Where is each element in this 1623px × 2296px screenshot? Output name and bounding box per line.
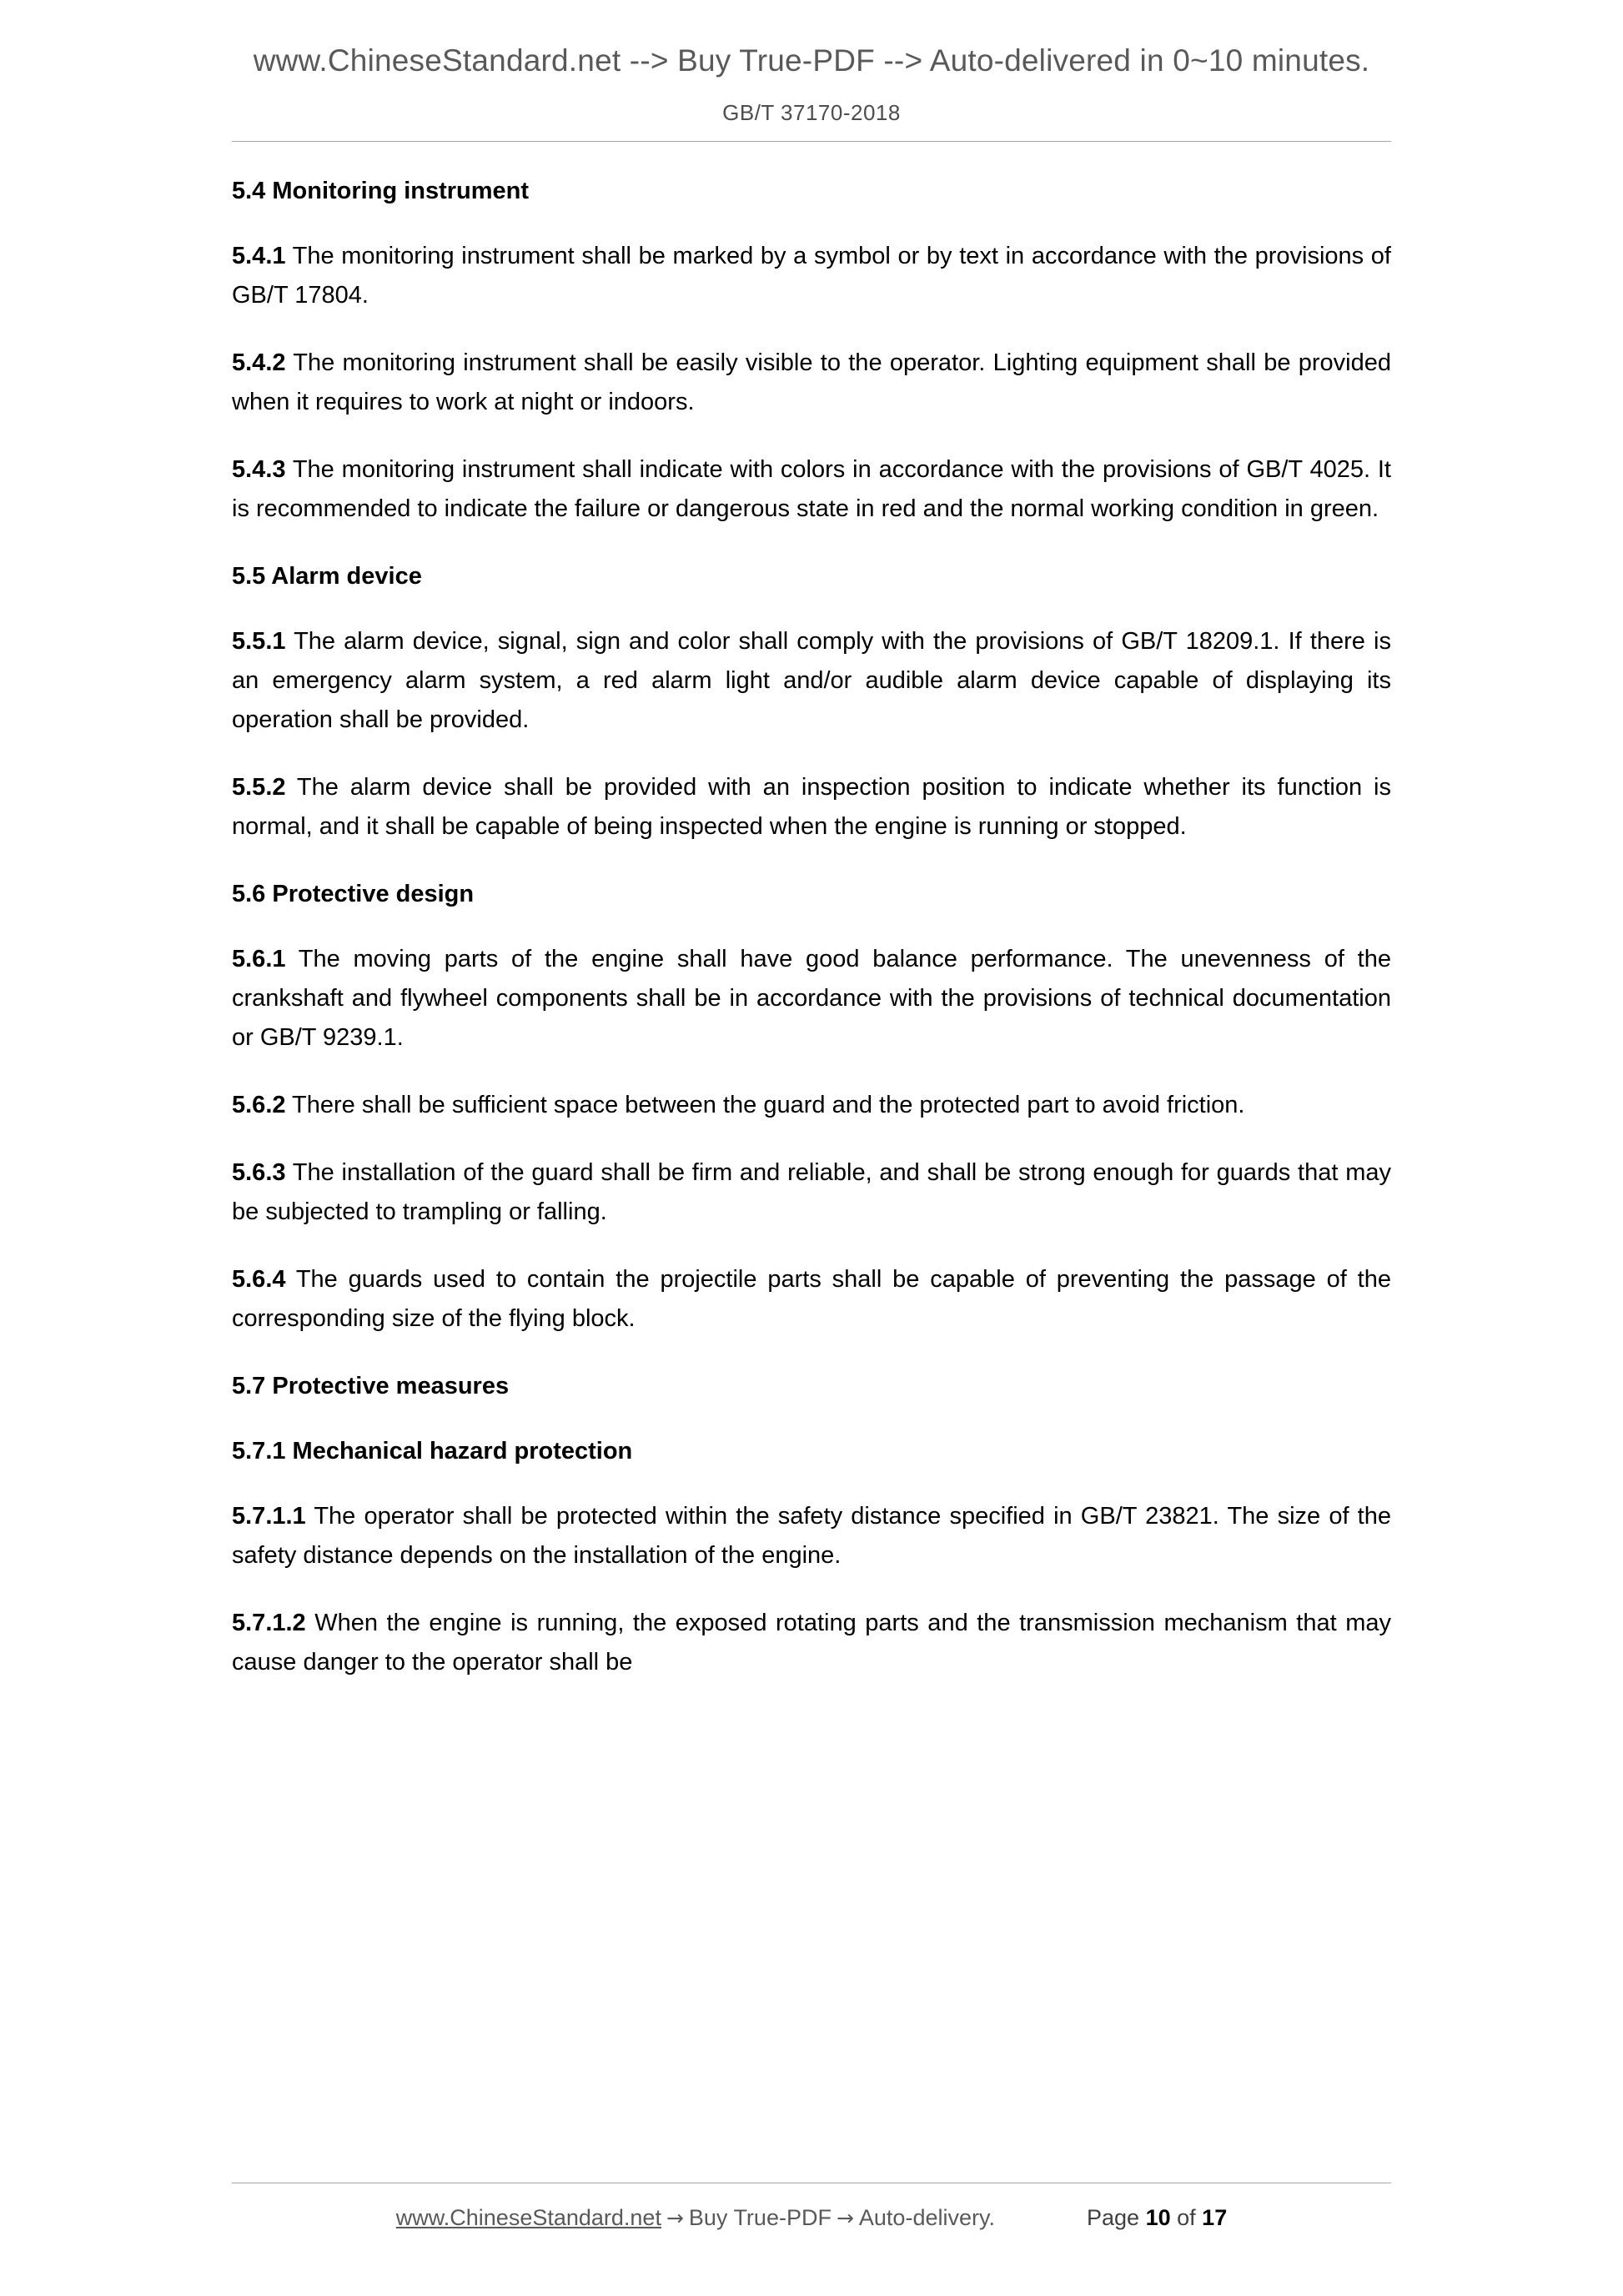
clause-paragraph <box>232 344 1391 422</box>
arrow-icon-2: → <box>836 2206 854 2230</box>
document-body <box>232 142 1391 1682</box>
section-heading: 5.4 Monitoring instrument <box>232 178 530 204</box>
clause-text: The monitoring instrument shall be marked by a symbol or by text in accordance with the provisions of GB/T 17804. <box>232 243 1391 309</box>
page-indicator <box>1087 2205 1227 2231</box>
page-total: 17 <box>1202 2205 1228 2230</box>
section-heading: 5.5 Alarm device <box>232 562 422 590</box>
clause-paragraph <box>232 1086 1391 1125</box>
section-heading: 5.7.1 Mechanical hazard protection <box>232 1437 633 1465</box>
section-heading: 5.7 Protective measures <box>232 1372 510 1399</box>
clause-paragraph <box>232 940 1391 1058</box>
clause-number: 5.4.1 <box>232 243 286 270</box>
clause-paragraph <box>232 1604 1391 1682</box>
clause-text: The alarm device shall be provided with an inspection position to indicate whether its function is normal, and it shall be capable of being inspected when the engine is running or stopped. <box>232 773 1391 840</box>
arrow-icon-1: → <box>666 2206 684 2230</box>
clause-paragraph <box>232 622 1391 740</box>
clause-text: The moving parts of the engine shall have good balance performance. The unevenness of the crankshaft and flywheel components shall be in accordance with the provisions of technical documentation or GB/T 9239.1. <box>232 945 1391 1051</box>
clause-paragraph <box>232 768 1391 847</box>
of-label: of <box>1177 2205 1196 2230</box>
clause-paragraph <box>232 1260 1391 1339</box>
footer-promo <box>396 2205 995 2231</box>
page-number: 10 <box>1145 2205 1171 2230</box>
page-label: Page <box>1086 2205 1140 2230</box>
footer-row <box>232 2205 1391 2231</box>
clause-paragraph <box>232 1497 1391 1575</box>
footer-site-link[interactable]: www.ChineseStandard.net <box>395 2205 661 2230</box>
clause-text: The installation of the guard shall be firm and reliable, and shall be strong enough for guards that may be subjected to trampling or falling. <box>232 1158 1391 1225</box>
clause-number: 5.4.2 <box>232 349 286 376</box>
promo-banner: www.ChineseStandard.net --> Buy True-PDF --> Auto-delivered in 0~10 minutes. <box>253 43 1370 78</box>
clause-text: The guards used to contain the projectile parts shall be capable of preventing the passage of the corresponding size of the flying block. <box>232 1265 1391 1332</box>
clause-number: 5.6.4 <box>232 1265 286 1293</box>
clause-text: The monitoring instrument shall indicate with colors in accordance with the provisions of GB/T 4025. It is recommended to indicate the failure or dangerous state in red and the normal working condition in green. <box>232 455 1391 522</box>
page-footer <box>0 2183 1623 2231</box>
clause-number: 5.5.2 <box>232 773 286 801</box>
clause-paragraph <box>232 1153 1391 1232</box>
clause-number: 5.6.3 <box>232 1158 286 1186</box>
clause-number: 5.6.1 <box>232 945 286 972</box>
clause-paragraph <box>232 450 1391 529</box>
clause-text: The alarm device, signal, sign and color shall comply with the provisions of GB/T 18209.1. If there is an emergency alarm system, a red alarm light and/or audible alarm device capable of displaying its operation shall be provided. <box>232 627 1391 733</box>
footer-delivery-label: Auto-delivery. <box>858 2205 995 2230</box>
clause-number: 5.5.1 <box>232 627 286 655</box>
clause-paragraph <box>232 237 1391 315</box>
clause-number: 5.6.2 <box>232 1091 286 1118</box>
clause-number: 5.4.3 <box>232 455 286 483</box>
clause-number: 5.7.1.1 <box>232 1502 306 1530</box>
clause-text: When the engine is running, the exposed rotating parts and the transmission mechanism that may cause danger to the operator shall be <box>232 1609 1391 1676</box>
section-heading: 5.6 Protective design <box>232 880 475 907</box>
clause-text: There shall be sufficient space between the guard and the protected part to avoid friction. <box>285 1091 1245 1118</box>
standard-code: GB/T 37170-2018 <box>722 100 901 125</box>
clause-text: The monitoring instrument shall be easily visible to the operator. Lighting equipment shall be provided when it requires to work at night or indoors. <box>232 349 1391 415</box>
clause-number: 5.7.1.2 <box>232 1609 306 1636</box>
footer-buy-label: Buy True-PDF <box>688 2205 832 2230</box>
clause-text: The operator shall be protected within the safety distance specified in GB/T 23821. The size of the safety distance depends on the installation of the engine. <box>232 1502 1391 1569</box>
